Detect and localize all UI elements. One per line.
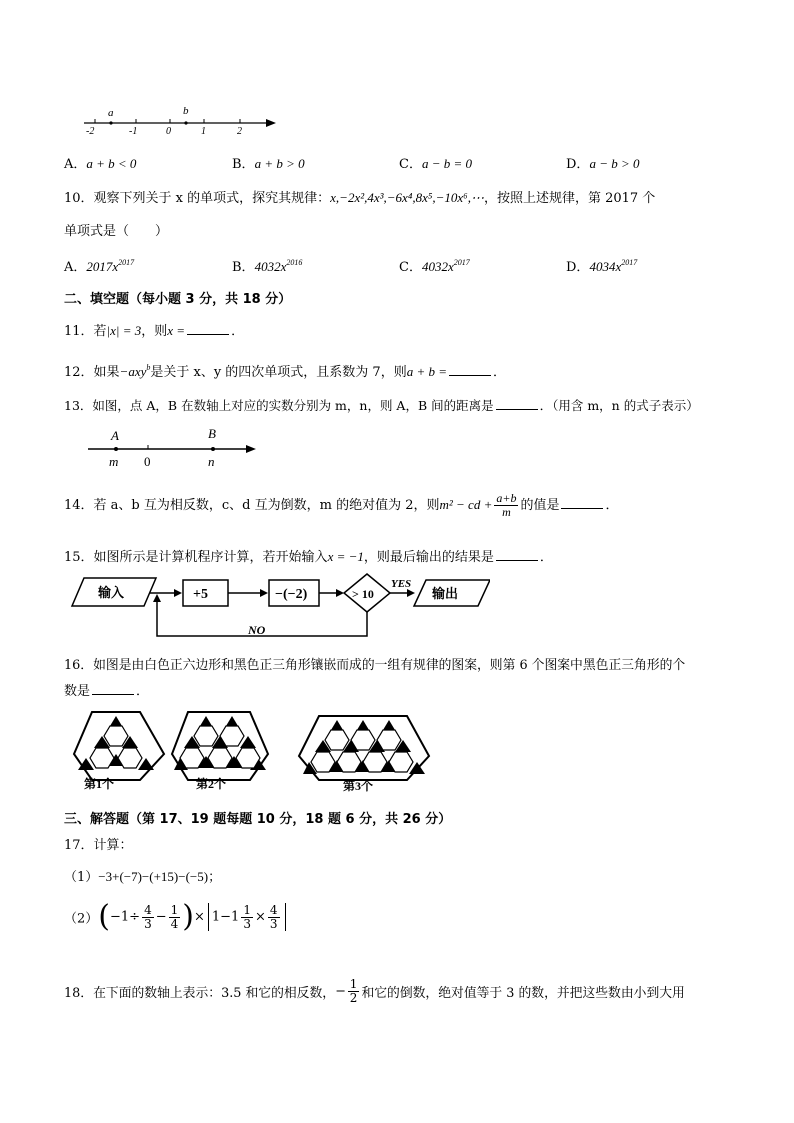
q14-fraction — [494, 492, 518, 519]
q16-figure-1 — [72, 708, 167, 790]
q11-number: 11．若 — [64, 324, 107, 339]
option-expr: a − b = 0 — [421, 156, 472, 171]
option-letter: A． — [64, 157, 87, 172]
option-letter: D． — [566, 260, 590, 275]
condition-label: > 10 — [352, 587, 374, 601]
option-expr: 4032x — [254, 259, 287, 274]
q14-text: 若 a、b 互为相反数，c、d 互为倒数，m 的绝对值为 2，则 — [93, 498, 440, 513]
tick-label: 0 — [166, 126, 171, 137]
operator: × — [193, 909, 205, 925]
q12-answer-blank[interactable] — [449, 365, 491, 376]
q13-number-line — [86, 424, 266, 470]
figure-caption: 第1个 — [84, 777, 115, 790]
q12-var: a + b = — [406, 364, 448, 379]
q9-number-line — [80, 100, 280, 140]
q15-number: 15． — [64, 550, 94, 565]
q15-tail: ，则最后输出的结果是 — [363, 550, 494, 565]
q17-part2-expr: −1÷ — [110, 909, 141, 925]
fraction-denominator: 3 — [144, 916, 152, 931]
label-m: m — [109, 454, 119, 469]
q10-sequence: x,−2x²,4x³,−6x⁴,8x⁵,−10x⁶,⋯ — [330, 190, 484, 205]
fraction-numerator: 4 — [269, 902, 278, 917]
q15-text: 如图所示是计算机程序计算，若开始输入 — [93, 550, 328, 565]
option-expr: a + b > 0 — [254, 156, 305, 171]
q12-number: 12．如果 — [64, 365, 120, 380]
q12-expr: −axy — [119, 364, 147, 379]
q11-text: ，则 — [141, 324, 168, 339]
point-a — [114, 447, 118, 451]
point-b — [211, 447, 215, 451]
fraction-numerator: 4 — [144, 902, 152, 917]
fraction-denominator: 2 — [349, 991, 358, 1005]
q11-var: x = — [167, 323, 186, 338]
q9-option-c[interactable] — [399, 153, 472, 172]
q17-part1 — [64, 866, 221, 885]
fraction-denominator: 3 — [243, 916, 251, 931]
q18-text: 在下面的数轴上表示：3.5 和它的相反数， — [93, 986, 336, 1001]
q17-part2 — [64, 899, 289, 934]
figure-caption: 第2个 — [196, 777, 227, 790]
tick-label: 2 — [237, 126, 242, 137]
q12-end: ． — [493, 365, 507, 380]
label-b: b — [183, 105, 189, 117]
section3-title: 三、解答题（第 17、19 题每题 10 分，18 题 6 分，共 26 分） — [64, 812, 452, 827]
option-exponent: 2017 — [118, 258, 135, 267]
yes-label: YES — [391, 578, 412, 590]
q16-end: ． — [136, 684, 150, 699]
q18 — [64, 978, 685, 1005]
q10-line1 — [64, 187, 655, 206]
fraction-denominator: m — [502, 505, 511, 519]
part-label: （1） — [64, 870, 99, 885]
q9-option-d[interactable] — [566, 153, 639, 172]
q16-figure-3 — [297, 712, 431, 794]
input-label: 输入 — [98, 585, 125, 600]
option-exponent: 2017 — [453, 258, 470, 267]
q9-option-b[interactable] — [232, 153, 305, 172]
abs-bar-right — [285, 903, 286, 931]
option-expr: 4034x — [589, 259, 622, 274]
q14 — [64, 492, 618, 519]
option-expr: 4032x — [421, 259, 454, 274]
tick-label: -2 — [86, 126, 95, 137]
plus5-label: +5 — [193, 587, 208, 602]
q15-flowchart — [70, 572, 490, 642]
q15-expr: x = −1 — [327, 549, 364, 564]
q14-expr: m² − cd + — [439, 497, 493, 512]
q12 — [64, 361, 506, 380]
q10-line2: 单项式是（ ） — [64, 224, 169, 239]
option-letter: B． — [232, 157, 255, 172]
q9-option-a[interactable] — [64, 153, 136, 172]
q11 — [64, 320, 244, 339]
left-paren: ( — [98, 899, 110, 934]
operator: − — [335, 984, 346, 999]
label-zero: 0 — [144, 454, 151, 469]
option-expr: a + b < 0 — [86, 156, 137, 171]
option-exponent: 2016 — [286, 258, 303, 267]
q10-option-c[interactable] — [399, 256, 470, 275]
q16-answer-blank[interactable] — [92, 684, 134, 695]
q16-line1 — [64, 654, 685, 673]
option-letter: C． — [399, 157, 422, 172]
option-letter: D． — [566, 157, 590, 172]
no-label: NO — [248, 623, 266, 637]
q15-end: ． — [539, 550, 553, 565]
output-label: 输出 — [432, 586, 459, 601]
tick-label: 1 — [201, 126, 206, 137]
operator: × — [254, 909, 266, 925]
q10-text-b: ，按照上述规律，第 2017 个 — [483, 191, 656, 206]
q16-text-2: 数是 — [64, 684, 91, 699]
section2-title: 二、填空题（每小题 3 分，共 18 分） — [64, 292, 292, 307]
abs-expr: 1−1 — [211, 909, 240, 925]
q10-option-b[interactable] — [232, 256, 302, 275]
fraction — [348, 978, 360, 1005]
figure-caption: 第3个 — [343, 779, 374, 793]
q14-answer-blank[interactable] — [561, 498, 603, 509]
q12-exponent: b — [146, 363, 151, 372]
fraction-numerator: 1 — [170, 902, 179, 917]
q10-option-a[interactable] — [64, 256, 134, 275]
q17-part1-expr: −3+(−7)−(+15)−(−5)； — [98, 869, 222, 884]
q10-option-d[interactable] — [566, 256, 637, 275]
q17-title: 17．计算： — [64, 838, 133, 853]
q13-number: 13． — [64, 398, 93, 413]
q11-answer-blank[interactable] — [187, 324, 229, 335]
q13-text: 如图，点 A，B 在数轴上对应的实数分别为 m，n，则 A，B 间的距离是 — [92, 398, 494, 413]
option-exponent: 2017 — [621, 258, 638, 267]
option-letter: C． — [399, 260, 422, 275]
fraction-denominator: 4 — [170, 916, 179, 931]
q11-end: ． — [231, 324, 245, 339]
fraction — [169, 904, 181, 931]
minus-label: −(−2) — [275, 587, 308, 602]
q10-number: 10． — [64, 191, 94, 206]
q16-number: 16． — [64, 658, 94, 673]
q15-answer-blank[interactable] — [496, 550, 538, 561]
q14-tail: 的值是 — [520, 498, 560, 513]
option-expr: 2017x — [86, 259, 119, 274]
option-expr: a − b > 0 — [589, 156, 640, 171]
label-a: a — [108, 107, 114, 119]
q16-line2 — [64, 680, 149, 699]
fraction — [241, 904, 253, 931]
fraction — [142, 904, 154, 931]
q13 — [64, 396, 699, 414]
point-b — [184, 121, 187, 124]
label-B: B — [208, 426, 216, 441]
q14-end: ． — [605, 498, 619, 513]
fraction-numerator: 1 — [243, 902, 251, 917]
abs-bar-left — [208, 903, 209, 931]
q13-end: ．（用含 m，n 的式子表示） — [539, 398, 699, 413]
option-letter: B． — [232, 260, 255, 275]
part-label: （2） — [64, 911, 99, 927]
label-n: n — [208, 454, 215, 469]
option-letter: A． — [64, 260, 87, 275]
fraction — [268, 904, 280, 931]
q18-number: 18． — [64, 986, 94, 1001]
q18-text-b: 和它的倒数，绝对值等于 3 的数，并把这些数由小到大用 — [361, 986, 685, 1001]
q13-answer-blank[interactable] — [496, 399, 538, 410]
fraction-numerator: 1 — [349, 977, 358, 991]
q16-text: 如图是由白色正六边形和黑色正三角形镶嵌而成的一组有规律的图案，则第 6 个图案中黑色正三角形的个 — [93, 658, 686, 673]
tick-label: -1 — [129, 126, 138, 137]
operator: − — [155, 909, 167, 925]
label-A: A — [111, 428, 119, 443]
q10-text: 观察下列关于 x 的单项式，探究其规律： — [93, 191, 331, 206]
point-a — [109, 121, 112, 124]
q11-expr: |x| = 3 — [106, 323, 142, 338]
q12-text: 是关于 x、y 的四次单项式，且系数为 7，则 — [150, 365, 407, 380]
fraction-numerator: a+b — [496, 491, 517, 505]
right-paren: ) — [182, 899, 194, 934]
q15 — [64, 546, 553, 565]
fraction-denominator: 3 — [269, 916, 278, 931]
q14-number: 14． — [64, 498, 94, 513]
q16-figure-2 — [170, 708, 270, 790]
